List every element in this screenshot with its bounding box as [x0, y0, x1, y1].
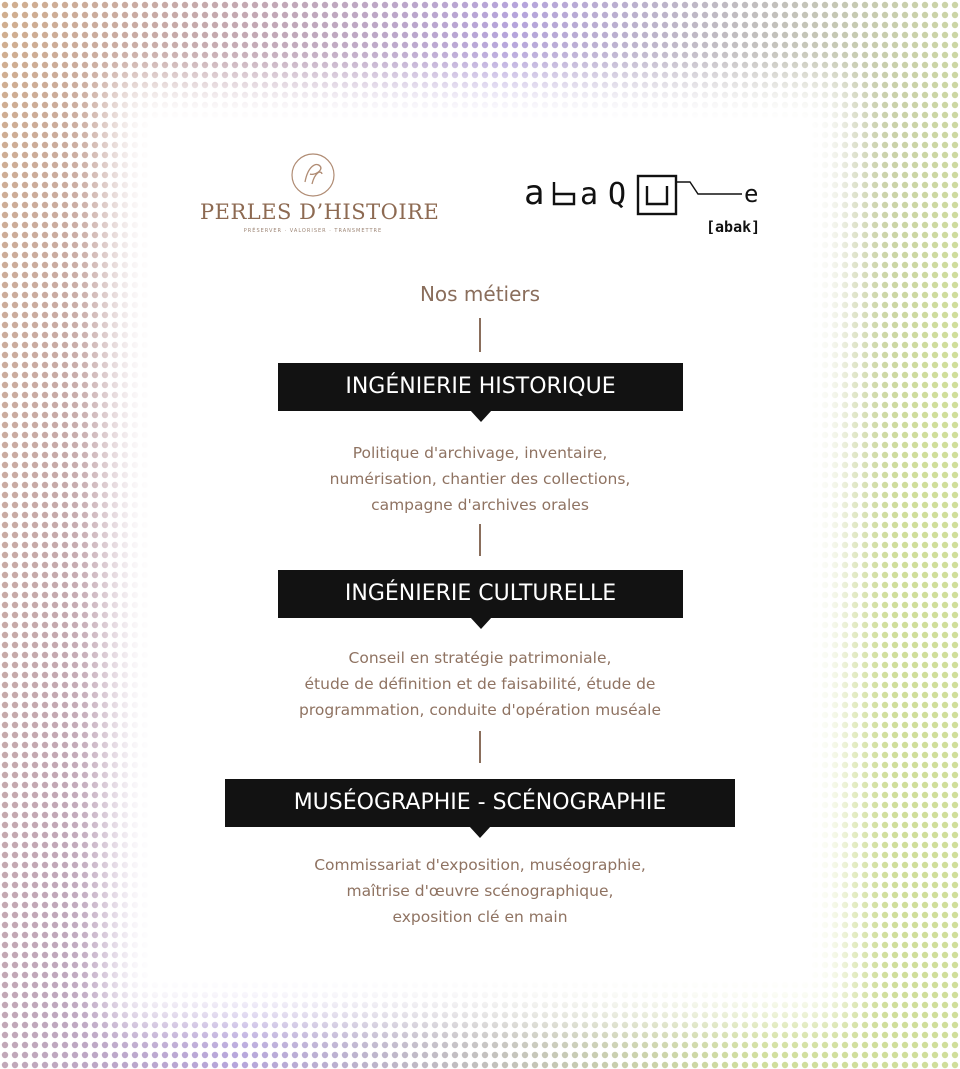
svg-text:e: e	[744, 180, 759, 208]
description-line: programmation, conduite d'opération muséale	[299, 701, 661, 719]
step-description-ingenierie-culturelle	[260, 645, 700, 723]
svg-text:a: a	[524, 173, 545, 213]
abaque-logo	[520, 160, 780, 240]
step-bar-ingenierie-culturelle	[278, 570, 683, 618]
down-arrow-icon	[470, 410, 492, 422]
svg-text:Q: Q	[608, 177, 627, 212]
abaque-wordmark	[520, 160, 770, 222]
perles-logo-tagline: PRÉSERVER · VALORISER · TRANSMETTRE	[243, 228, 383, 234]
description-line: campagne d'archives orales	[371, 496, 589, 514]
perles-d-histoire-logo	[200, 148, 440, 243]
description-line: Commissariat d'exposition, muséographie,	[314, 856, 646, 874]
description-line: exposition clé en main	[392, 908, 568, 926]
step-bar-ingenierie-historique	[278, 363, 683, 411]
down-arrow-icon	[470, 617, 492, 629]
connector-line	[479, 731, 481, 763]
perles-logo-name: PERLES D’HISTOIRE	[200, 200, 440, 224]
connector-line	[479, 318, 481, 352]
monogram-icon	[290, 152, 336, 198]
connector-line	[479, 524, 481, 556]
description-line: Conseil en stratégie patrimoniale,	[348, 649, 612, 667]
description-line: étude de définition et de faisabilité, étude de	[304, 675, 656, 693]
page-title: Nos métiers	[419, 282, 541, 306]
description-line: maîtrise d'œuvre scénographique,	[346, 882, 614, 900]
description-line: Politique d'archivage, inventaire,	[352, 444, 608, 462]
down-arrow-icon	[469, 826, 491, 838]
step-description-museographie-scenographie	[280, 852, 680, 930]
step-title: INGÉNIERIE CULTURELLE	[344, 581, 617, 606]
abaque-logo-subtitle: [abak]	[706, 218, 761, 236]
step-description-ingenierie-historique	[280, 440, 680, 518]
description-line: numérisation, chantier des collections,	[329, 470, 631, 488]
step-title: INGÉNIERIE HISTORIQUE	[345, 374, 616, 399]
svg-text:a: a	[580, 177, 599, 212]
step-bar-museographie-scenographie	[225, 779, 735, 827]
step-title: MUSÉOGRAPHIE - SCÉNOGRAPHIE	[293, 790, 667, 815]
